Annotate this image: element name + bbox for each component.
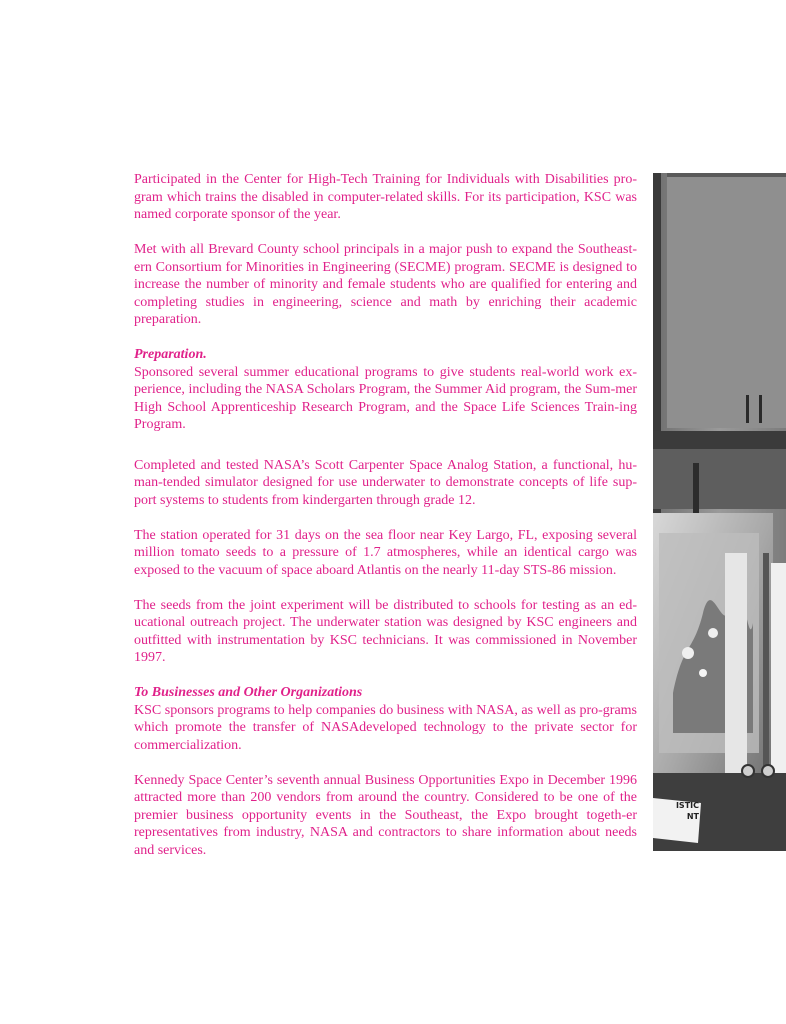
experiment-photo [653, 173, 786, 851]
photo-label-line1: ISTIC [675, 801, 699, 810]
photo-label [653, 800, 699, 822]
article-text-column [134, 171, 637, 859]
paragraph-summer-programs: Sponsored several summer educational programs to give students real-world work ex-perience, including the NASA Scholars Program, the Summer Aid program, the Sum-mer High School Apprenticeship Research Program, and the Space Life Sciences Train-ing Program. [134, 364, 637, 432]
paragraph-spacer [134, 224, 637, 242]
paragraph-disabilities-training: Participated in the Center for High-Tech Training for Individuals with Disabilities pro-gram which trains the disabled in computer-related skills. For its participation, KSC was named corporate sponsor of the year. [134, 172, 637, 222]
paragraph-business-expo: Kennedy Space Center’s seventh annual Business Opportunities Expo in December 1996 attracted more than 200 vendors from around the country. Considered to be one of the premier business opportunity events in the Southeast, the Expo brought togeth-er representatives from industry, NASA and contractors to share information about needs and services. [134, 772, 637, 858]
paragraph-sea-floor-experiment: The station operated for 31 days on the sea floor near Key Largo, FL, exposing several million tomato seeds to a pressure of 1.7 atmospheres, while an identical cargo was exposed to the vacuum of space aboard Atlantis on the nearly 11-day STS-86 mission. [134, 527, 637, 578]
paragraph-spacer [134, 754, 637, 772]
paragraph-analog-station: Completed and tested NASA’s Scott Carpenter Space Analog Station, a functional, hu-man-tended simulator designed for use underwater to demonstrate concepts of life sup-port systems to students from kindergarten through grade 12. [134, 457, 637, 508]
paragraph-spacer [134, 579, 637, 597]
paragraph-spacer [134, 329, 637, 347]
paragraph-ksc-sponsors: KSC sponsors programs to help companies do business with NASA, as well as pro-grams which promote the transfer of NASAdeveloped technology to the private sector for commercialization. [134, 702, 637, 753]
paragraph-spacer [134, 667, 637, 685]
heading-preparation: Preparation. [134, 347, 207, 362]
paragraph-spacer [134, 434, 637, 457]
photo-label-line2: NT [686, 812, 699, 821]
experiment-photo-drawing [653, 173, 786, 851]
paragraph-secme: Met with all Brevard County school principals in a major push to expand the Southeast-ern Consortium for Minorities in Engineering (SECME) program. SECME is designed to increase the number of minority and female students who are qualified for entering and completing studies in engineering, science and math by enriching their academic preparation. [134, 242, 637, 327]
paragraph-spacer [134, 509, 637, 527]
heading-businesses: To Businesses and Other Organizations [134, 685, 363, 700]
paragraph-seeds-outreach: The seeds from the joint experiment will be distributed to schools for testing as an ed-ucational outreach project. The underwater station was designed by KSC engineers and outfitted with instrumentation by KSC technicians. It was commissioned in November 1997. [134, 597, 637, 665]
